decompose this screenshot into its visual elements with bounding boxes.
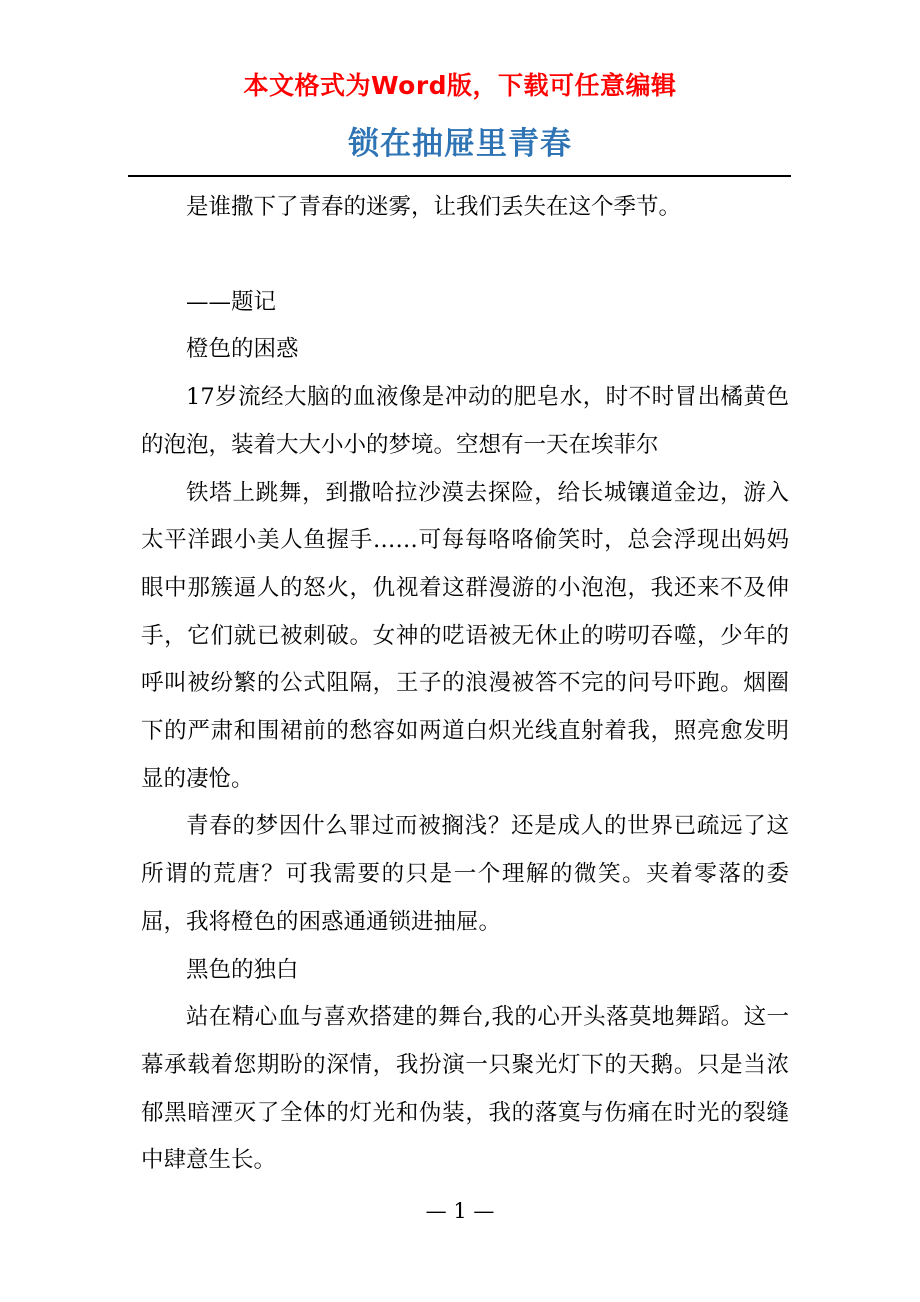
epigraph-line: 是谁撒下了青春的迷雾，让我们丢失在这个季节。 — [186, 194, 682, 220]
body-paragraph: 青春的梦因什么罪过而被搁浅？还是成人的世界已疏远了这所谓的荒唐？可我需要的只是一个理解的微笑。夹着零落的委屈，我将橙色的困惑通通锁进抽屉。 — [141, 813, 789, 935]
section-heading-orange: 橙色的困惑 — [186, 336, 299, 363]
epigraph-attribution: ——题记 — [186, 288, 277, 315]
section-heading-black: 黑色的独白 — [186, 956, 299, 983]
document-title: 锁在抽屉里青春 — [348, 126, 572, 162]
document-body — [141, 184, 789, 1185]
body-paragraph: 站在精心血与喜欢搭建的舞台,我的心开头落莫地舞蹈。这一幕承载着您期盼的深情，我扮演一只聚光灯下的天鹅。只是当浓郁黑暗湮灭了全体的灯光和伪装，我的落寞与伤痛在时光的裂缝中肆意生长。 — [141, 1004, 789, 1174]
page-number: — 1 — — [425, 1199, 495, 1223]
body-paragraph: 铁塔上跳舞，到撒哈拉沙漠去探险，给长城镶道金边，游入太平洋跟小美人鱼握手……可每每咯咯偷笑时，总会浮现出妈妈眼中那簇逼人的怒火，仇视着这群漫游的小泡泡，我还来不及伸手，它们就已被刺破。女神的呓语被无休止的唠叨吞噬，少年的呼叫被纷繁的公式阻隔，王子的浪漫被答不完的问号吓跑。烟圈下的严肃和围裙前的愁容如两道白炽光线直射着我，照亮愈发明显的凄怆。 — [141, 479, 789, 792]
body-paragraph: 17岁流经大脑的血液像是冲动的肥皂水，时不时冒出橘黄色的泡泡，装着大大小小的梦境。空想有一天在埃菲尔 — [141, 384, 789, 458]
title-divider — [128, 175, 791, 177]
format-notice-banner: 本文格式为Word版，下载可任意编辑 — [243, 71, 677, 100]
